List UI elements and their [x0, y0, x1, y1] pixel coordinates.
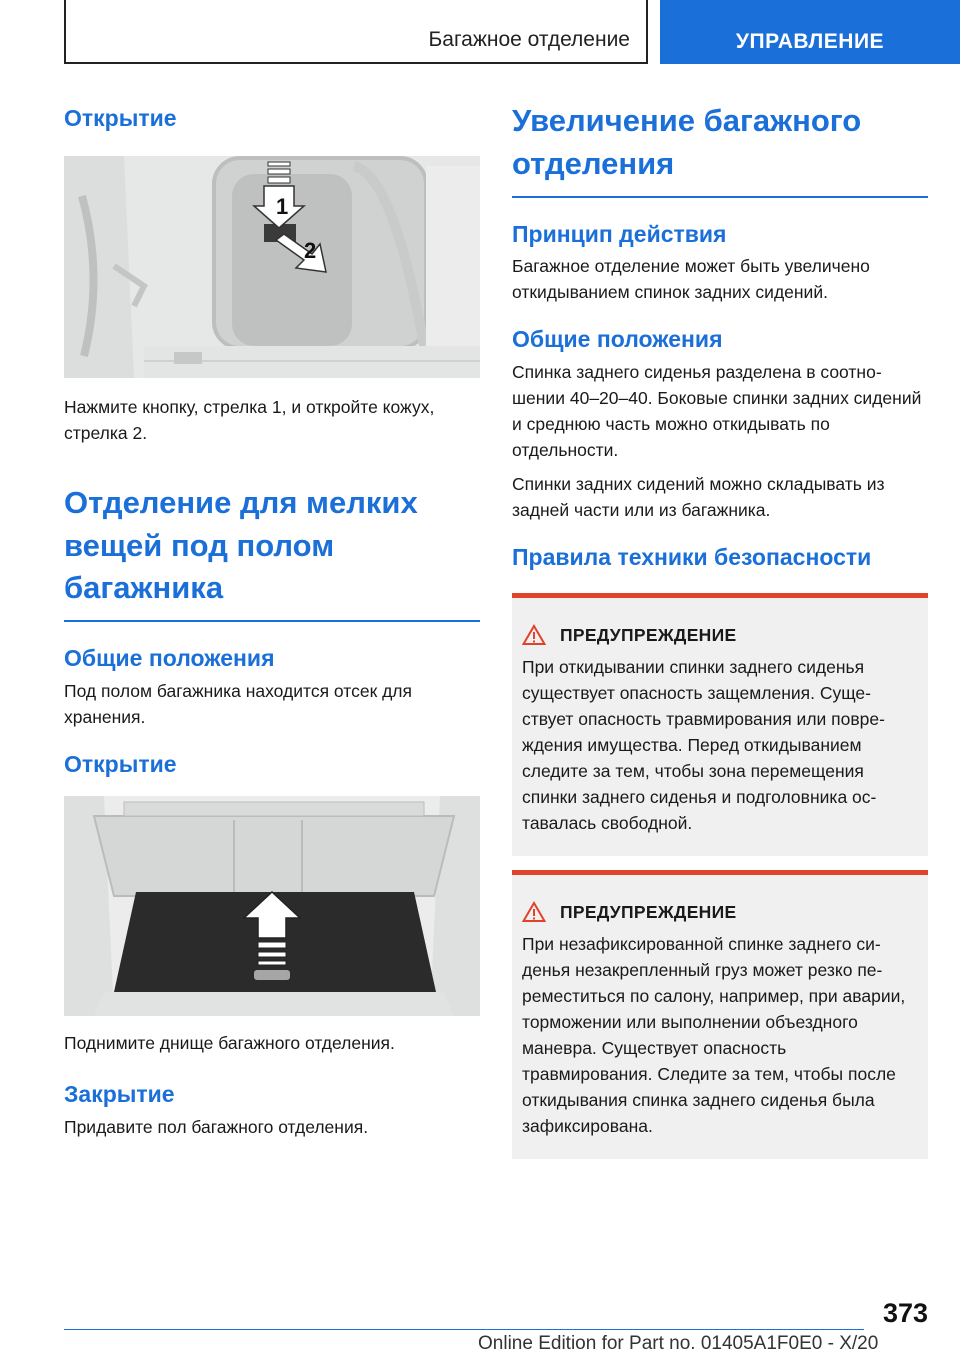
warning-header-2 — [522, 901, 914, 923]
footer-edition: Online Edition for Part no. 01405A1F0E0 - X/20 — [478, 1333, 879, 1354]
general-heading-left: Общие положения — [64, 645, 275, 672]
opening-heading: Открытие — [64, 105, 177, 131]
warning-text-2: При незафиксированной спинке заднего сиденья незакрепленный груз может резко переместиться по салону, например, при аварии, торможении или выполнении объездного маневра. Существует опасность травмирования. Следите за тем, чтобы после откидывания спинка заднего сиденья была зафиксирована. — [522, 934, 906, 1137]
safety-heading: Правила техники безопасности — [512, 544, 872, 571]
left-column — [64, 96, 480, 1140]
warning-title-1: ПРЕДУПРЕЖДЕНИЕ — [560, 624, 737, 645]
warning-triangle-icon — [522, 901, 546, 923]
warning-box-2 — [512, 870, 928, 1159]
figure-cover-opening — [64, 156, 480, 378]
warning-text-1: При откидывании спинки заднего сиденья существует опасность защемления. Существует опасность травмирования или повреждения имущества. Перед откидыванием следите за тем, чтобы зона перемещения спинки заднего сиденья и подголовника оставалась свободной. — [522, 657, 885, 834]
header-chapter-tab: УПРАВЛЕНИЕ — [660, 0, 960, 64]
general-text-right-1: Спинка заднего сиденья разделена в соотношении 40–20–40. Боковые спинки задних сидений и среднюю часть можно откидывать по отдельности. — [512, 362, 922, 461]
closing-heading: Закрытие — [64, 1080, 175, 1107]
enlarge-heading-rule — [512, 196, 928, 198]
warning-box-1 — [512, 593, 928, 856]
right-column — [512, 96, 928, 1159]
principle-heading: Принцип действия — [512, 220, 727, 247]
warning-title-2: ПРЕДУПРЕЖДЕНИЕ — [560, 901, 737, 922]
warning-triangle-icon — [522, 624, 546, 646]
opening-instruction: Нажмите кнопку, стрелка 1, и откройте кожух, стрелка 2. — [64, 396, 435, 443]
trunk-floor-illustration — [64, 796, 480, 1016]
opening-heading-2: Открытие — [64, 751, 177, 778]
compartment-heading: Отделение для мелких вещей под полом багажника — [64, 484, 418, 606]
header-section-box — [64, 0, 648, 64]
general-heading-right: Общие положения — [512, 326, 723, 353]
principle-text: Багажное отделение может быть увеличено откидыванием спинок задних сидений. — [512, 256, 870, 303]
footer-rule — [64, 1329, 864, 1330]
warning-header-1 — [522, 624, 914, 646]
compartment-heading-rule — [64, 620, 480, 622]
lift-instruction: Поднимите днище багажного отделения. — [64, 1032, 395, 1053]
figure-label-2: 2 — [304, 237, 317, 263]
closing-instruction: Придавите пол багажного отделения. — [64, 1116, 369, 1137]
general-text-left: Под полом багажника находится отсек для хранения. — [64, 681, 412, 728]
cover-opening-illustration — [64, 156, 480, 378]
header-section-title: Багажное отделение — [428, 28, 630, 51]
general-text-right-2: Спинки задних сидений можно складывать из задней части или из багажника. — [512, 474, 885, 521]
figure-trunk-floor — [64, 796, 480, 1016]
figure-label-1: 1 — [276, 193, 289, 219]
page-number: 373 — [882, 1298, 928, 1328]
enlarge-heading: Увеличение багажного отделения — [512, 103, 862, 181]
